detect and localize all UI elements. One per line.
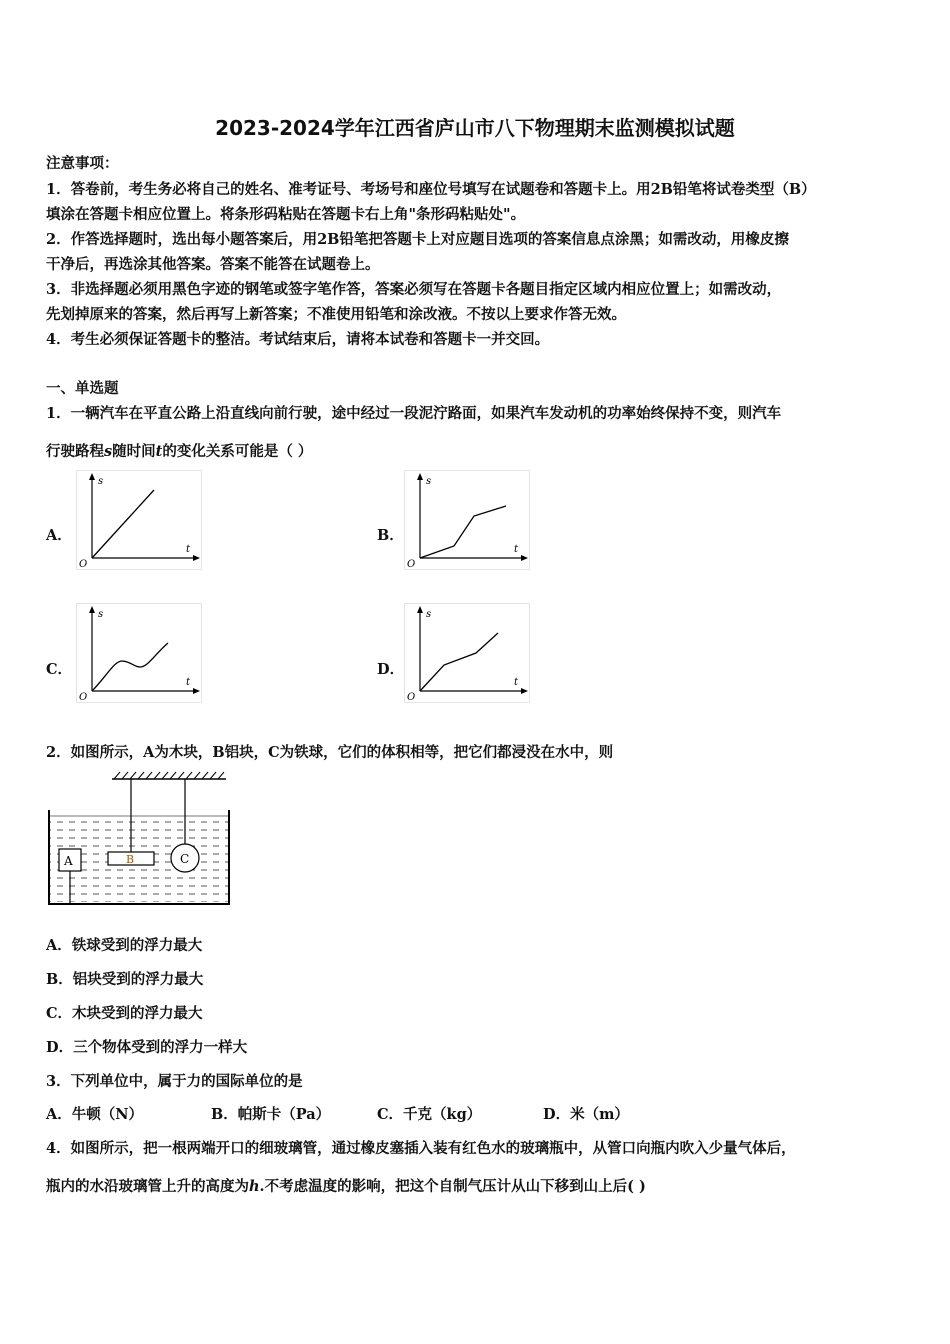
axis-label-s: s [426, 476, 432, 487]
notice-line: 4．考生必须保证答题卡的整洁。考试结束后，请将本试卷和答题卡一并交回。 [46, 331, 550, 348]
page-title: 2023-2024学年江西省庐山市八下物理期末监测模拟试题 [215, 116, 735, 140]
q3-option-d[interactable]: D．米（m） [543, 1106, 629, 1123]
q2-option-d[interactable]: D．三个物体受到的浮力一样大 [46, 1039, 248, 1056]
axis-label-s: s [98, 476, 104, 487]
notice-line: 1．答卷前，考生务必将自己的姓名、准考证号、考场号和座位号填写在试题卷和答题卡上。用2B铅笔将试卷类型（B） [46, 181, 816, 198]
y-axis-arrow [89, 606, 95, 613]
axis-label-t: t [186, 544, 191, 555]
x-axis-arrow [521, 555, 528, 561]
axis-label-t: t [514, 677, 519, 688]
q3-option-a[interactable]: A．牛顿（N） [46, 1106, 144, 1123]
question-1-stem-line2: 行驶路程s随时间t的变化关系可能是（ ） [46, 443, 313, 460]
question-3-stem: 3．下列单位中，属于力的国际单位的是 [46, 1073, 303, 1090]
q1-option-b-label[interactable]: B． [377, 527, 404, 544]
axis-label-t: t [514, 544, 519, 555]
label-b: B [126, 853, 135, 866]
q1-option-d-label[interactable]: D． [377, 661, 405, 678]
curve-a [92, 490, 154, 558]
notice-line: 填涂在答题卡相应位置上。将条形码粘贴在答题卡右上角"条形码粘贴处"。 [46, 206, 526, 223]
origin-label: O [407, 692, 416, 703]
q3-option-b[interactable]: B．帕斯卡（Pa） [211, 1106, 331, 1123]
curve-b [420, 506, 506, 558]
q2-option-b[interactable]: B．铝块受到的浮力最大 [46, 971, 204, 988]
q2-water-tank-figure [44, 770, 234, 910]
x-axis-arrow [193, 688, 200, 694]
notice-line: 先划掉原来的答案，然后再写上新答案；不准使用铅笔和涂改液。不按以上要求作答无效。 [46, 306, 626, 323]
q2-option-a[interactable]: A．铁球受到的浮力最大 [46, 937, 203, 954]
label-a: A [64, 854, 73, 868]
question-1-stem: 1．一辆汽车在平直公路上沿直线向前行驶，途中经过一段泥泞路面，如果汽车发动机的功率始终保持不变，则汽车 [46, 405, 782, 422]
curve-d [420, 633, 498, 691]
axis-label-s: s [98, 609, 104, 620]
x-axis-arrow [193, 555, 200, 561]
y-axis-arrow [89, 473, 95, 480]
question-4-stem: 4．如图所示，把一根两端开口的细玻璃管，通过橡皮塞插入装有红色水的玻璃瓶中，从管口向瓶内吹入少量气体后， [46, 1140, 796, 1157]
question-2-stem: 2．如图所示，A为木块，B铝块，C为铁球，它们的体积相等，把它们都浸没在水中，则 [46, 744, 614, 761]
y-axis-arrow [417, 473, 423, 480]
notice-heading: 注意事项： [46, 155, 119, 172]
label-c: C [180, 852, 190, 866]
axis-label-s: s [426, 609, 432, 620]
q3-option-c[interactable]: C．千克（kg） [377, 1106, 482, 1123]
q1-option-c-label[interactable]: C． [46, 661, 73, 678]
origin-label: O [79, 559, 88, 570]
curve-c [92, 643, 168, 691]
q2-option-c[interactable]: C．木块受到的浮力最大 [46, 1005, 203, 1022]
q1-graph-c [76, 603, 202, 703]
q1-graph-a [76, 470, 202, 570]
axis-label-t: t [186, 677, 191, 688]
notice-line: 干净后，再选涂其他答案。答案不能答在试题卷上。 [46, 256, 380, 273]
origin-label: O [79, 692, 88, 703]
section-heading: 一、单选题 [46, 380, 119, 397]
q1-graph-b [404, 470, 530, 570]
origin-label: O [407, 559, 416, 570]
x-axis-arrow [521, 688, 528, 694]
question-4-stem-line2: 瓶内的水沿玻璃管上升的高度为h.不考虑温度的影响，把这个自制气压计从山下移到山上后( ) [46, 1178, 646, 1195]
notice-line: 3．非选择题必须用黑色字迹的钢笔或签字笔作答，答案必须写在答题卡各题目指定区域内相应位置上；如需改动， [46, 281, 782, 298]
notice-line: 2．作答选择题时，选出每小题答案后，用2B铅笔把答题卡上对应题目选项的答案信息点涂黑；如需改动，用橡皮擦 [46, 231, 789, 248]
y-axis-arrow [417, 606, 423, 613]
ceiling-hatch [114, 772, 224, 779]
q1-option-a-label[interactable]: A． [46, 527, 72, 544]
q1-graph-d [404, 603, 530, 703]
